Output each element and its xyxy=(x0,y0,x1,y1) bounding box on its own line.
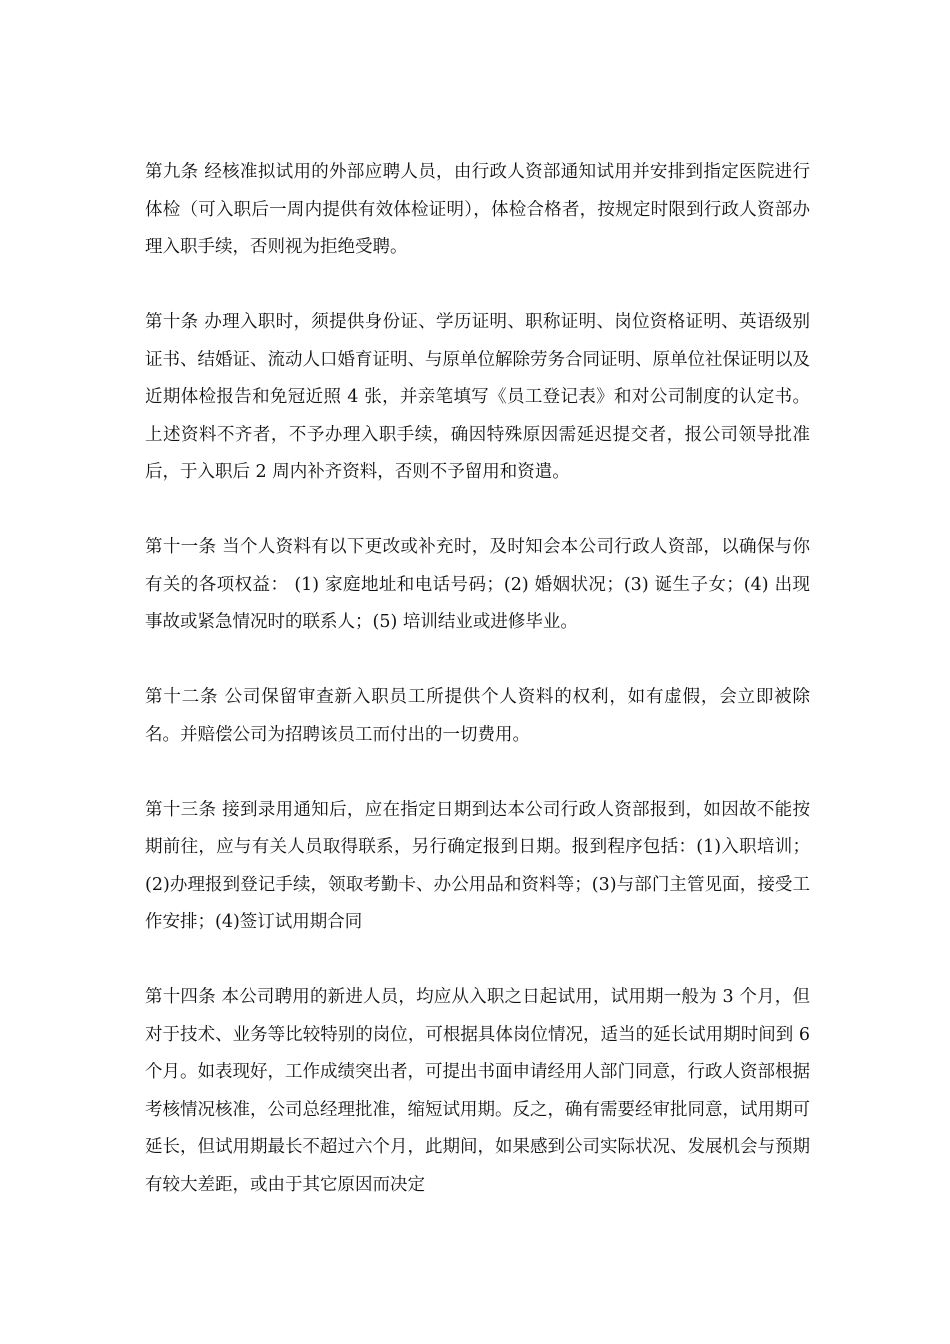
document-body xyxy=(145,154,810,1242)
article-14-paragraph: 第十四条 本公司聘用的新进人员，均应从入职之日起试用，试用期一般为 3 个月，但对于技术、业务等比较特别的岗位，可根据具体岗位情况，适当的延长试用期时间到 6 个月。如表现好，工作成绩突出者，可提出书面申请经用人部门同意，行政人资部根据考核情况核准，公司总经理批准，缩短试用期。反之，确有需要经审批同意，试用期可延长，但试用期最长不超过六个月，此期间，如果感到公司实际状况、发展机会与预期有较大差距，或由于其它原因而决定 xyxy=(145,987,810,1195)
article-12-paragraph: 第十二条 公司保留审查新入职员工所提供个人资料的权利，如有虚假，会立即被除名。并赔偿公司为招聘该员工而付出的一切费用。 xyxy=(145,687,810,745)
article-10-paragraph: 第十条 办理入职时，须提供身份证、学历证明、职称证明、岗位资格证明、英语级别证书、结婚证、流动人口婚育证明、与原单位解除劳务合同证明、原单位社保证明以及近期体检报告和免冠近照 4 张，并亲笔填写《员工登记表》和对公司制度的认定书。上述资料不齐者，不予办理入职手续，确因特殊原因需延迟提交者，报公司领导批准后，于入职后 2 周内补齐资料，否则不予留用和资遣。 xyxy=(145,312,810,482)
article-11-paragraph: 第十一条 当个人资料有以下更改或补充时，及时知会本公司行政人资部，以确保与你有关的各项权益： (1) 家庭地址和电话号码；(2) 婚姻状况；(3) 诞生子女；(4) 出现事故或紧急情况时的联系人；(5) 培训结业或进修毕业。 xyxy=(145,537,810,632)
article-9-paragraph: 第九条 经核准拟试用的外部应聘人员，由行政人资部通知试用并安排到指定医院进行体检（可入职后一周内提供有效体检证明），体检合格者，按规定时限到行政人资部办理入职手续，否则视为拒绝受聘。 xyxy=(145,162,810,257)
article-13-paragraph: 第十三条 接到录用通知后，应在指定日期到达本公司行政人资部报到，如因故不能按期前往，应与有关人员取得联系，另行确定报到日期。报到程序包括：(1)入职培训；(2)办理报到登记手续，领取考勤卡、办公用品和资料等；(3)与部门主管见面，接受工作安排；(4)签订试用期合同 xyxy=(145,799,810,932)
